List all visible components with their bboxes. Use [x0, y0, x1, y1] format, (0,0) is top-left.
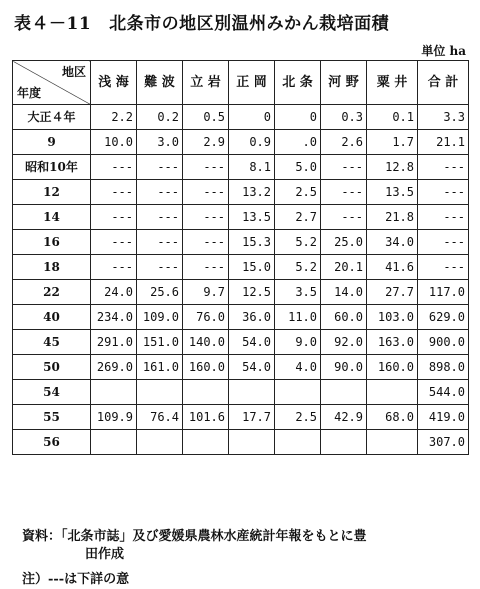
value-cell: 8.1 [229, 155, 275, 180]
value-cell: 13.5 [367, 180, 418, 205]
value-cell: 2.2 [91, 105, 137, 130]
value-cell: --- [183, 180, 229, 205]
table-row [13, 405, 469, 430]
value-cell: 0.3 [321, 105, 367, 130]
value-cell [367, 430, 418, 455]
value-cell: --- [137, 230, 183, 255]
value-cell [91, 430, 137, 455]
table-number: 表４－11 [14, 14, 92, 34]
value-cell: --- [137, 180, 183, 205]
value-cell [321, 380, 367, 405]
value-cell: 92.0 [321, 330, 367, 355]
total-cell: --- [418, 255, 469, 280]
value-cell: --- [183, 230, 229, 255]
table-row [13, 355, 469, 380]
column-header: 河 野 [321, 61, 367, 105]
value-cell: --- [91, 180, 137, 205]
year-cell: 大正４年 [13, 105, 91, 130]
value-cell: 5.0 [275, 155, 321, 180]
value-cell: 103.0 [367, 305, 418, 330]
value-cell: 0.5 [183, 105, 229, 130]
value-cell: 68.0 [367, 405, 418, 430]
total-cell: --- [418, 155, 469, 180]
table-row [13, 305, 469, 330]
total-cell: 898.0 [418, 355, 469, 380]
value-cell: 17.7 [229, 405, 275, 430]
value-cell: --- [321, 205, 367, 230]
value-cell: 41.6 [367, 255, 418, 280]
source-line-2: 田作成 [85, 547, 125, 562]
value-cell: 234.0 [91, 305, 137, 330]
value-cell [275, 430, 321, 455]
value-cell: 160.0 [183, 355, 229, 380]
value-cell: 21.8 [367, 205, 418, 230]
value-cell [367, 380, 418, 405]
value-cell: 15.0 [229, 255, 275, 280]
value-cell [229, 430, 275, 455]
total-cell: --- [418, 180, 469, 205]
year-cell: 16 [13, 230, 91, 255]
value-cell: --- [91, 255, 137, 280]
total-cell: 544.0 [418, 380, 469, 405]
total-cell: 117.0 [418, 280, 469, 305]
value-cell: --- [321, 155, 367, 180]
total-cell: --- [418, 205, 469, 230]
year-cell: 9 [13, 130, 91, 155]
column-header: 正 岡 [229, 61, 275, 105]
value-cell: 60.0 [321, 305, 367, 330]
value-cell: 2.7 [275, 205, 321, 230]
unit-label: 単位 ha [421, 44, 466, 58]
column-header: 北 条 [275, 61, 321, 105]
value-cell: --- [91, 155, 137, 180]
column-header: 粟 井 [367, 61, 418, 105]
value-cell [321, 430, 367, 455]
value-cell: 24.0 [91, 280, 137, 305]
header-row [13, 61, 469, 105]
column-header: 立 岩 [183, 61, 229, 105]
table-row [13, 105, 469, 130]
value-cell: 109.0 [137, 305, 183, 330]
table-row [13, 180, 469, 205]
footnote: 注）---は下詳の意 [22, 572, 130, 587]
value-cell: 13.2 [229, 180, 275, 205]
value-cell: 9.7 [183, 280, 229, 305]
value-cell: 291.0 [91, 330, 137, 355]
value-cell: 1.7 [367, 130, 418, 155]
table-row [13, 330, 469, 355]
value-cell [137, 430, 183, 455]
corner-header [13, 61, 91, 105]
total-cell: 21.1 [418, 130, 469, 155]
year-cell: 45 [13, 330, 91, 355]
value-cell: 3.5 [275, 280, 321, 305]
value-cell: 2.9 [183, 130, 229, 155]
table-title [14, 9, 474, 34]
year-cell: 22 [13, 280, 91, 305]
value-cell: 163.0 [367, 330, 418, 355]
value-cell [91, 380, 137, 405]
value-cell: 101.6 [183, 405, 229, 430]
table-body [13, 105, 469, 455]
value-cell: 12.5 [229, 280, 275, 305]
value-cell: 10.0 [91, 130, 137, 155]
value-cell: 5.2 [275, 230, 321, 255]
value-cell: 9.0 [275, 330, 321, 355]
corner-year-label: 年度 [17, 86, 42, 100]
value-cell: 20.1 [321, 255, 367, 280]
value-cell: 0.9 [229, 130, 275, 155]
value-cell: 0.2 [137, 105, 183, 130]
value-cell: 13.5 [229, 205, 275, 230]
table-row [13, 280, 469, 305]
table-row [13, 130, 469, 155]
total-cell: 3.3 [418, 105, 469, 130]
value-cell: 11.0 [275, 305, 321, 330]
value-cell: 36.0 [229, 305, 275, 330]
value-cell: --- [91, 205, 137, 230]
value-cell: 151.0 [137, 330, 183, 355]
value-cell: 54.0 [229, 355, 275, 380]
table-row [13, 205, 469, 230]
value-cell [229, 380, 275, 405]
value-cell: --- [183, 205, 229, 230]
value-cell: 25.6 [137, 280, 183, 305]
value-cell: --- [183, 155, 229, 180]
total-cell: 419.0 [418, 405, 469, 430]
value-cell: 25.0 [321, 230, 367, 255]
table-row [13, 430, 469, 455]
value-cell: 42.9 [321, 405, 367, 430]
value-cell: 0 [275, 105, 321, 130]
value-cell: 5.2 [275, 255, 321, 280]
value-cell: 54.0 [229, 330, 275, 355]
table-row [13, 380, 469, 405]
year-cell: 54 [13, 380, 91, 405]
value-cell: 2.6 [321, 130, 367, 155]
data-table [12, 60, 469, 455]
value-cell: 14.0 [321, 280, 367, 305]
value-cell [137, 380, 183, 405]
value-cell: 109.9 [91, 405, 137, 430]
value-cell: 76.4 [137, 405, 183, 430]
total-cell: 629.0 [418, 305, 469, 330]
year-cell: 14 [13, 205, 91, 230]
value-cell: 12.8 [367, 155, 418, 180]
year-cell: 40 [13, 305, 91, 330]
column-header: 合 計 [418, 61, 469, 105]
value-cell [183, 430, 229, 455]
corner-region-label: 地区 [61, 65, 86, 79]
value-cell: --- [137, 255, 183, 280]
total-cell: --- [418, 230, 469, 255]
value-cell: --- [321, 180, 367, 205]
value-cell: .0 [275, 130, 321, 155]
value-cell: 76.0 [183, 305, 229, 330]
year-cell: 12 [13, 180, 91, 205]
value-cell: --- [183, 255, 229, 280]
value-cell: 160.0 [367, 355, 418, 380]
source-note [22, 528, 472, 564]
total-cell: 900.0 [418, 330, 469, 355]
value-cell: 140.0 [183, 330, 229, 355]
value-cell [275, 380, 321, 405]
value-cell [183, 380, 229, 405]
value-cell: 3.0 [137, 130, 183, 155]
value-cell: 4.0 [275, 355, 321, 380]
value-cell: --- [137, 155, 183, 180]
value-cell: 27.7 [367, 280, 418, 305]
table-title-text: 北条市の地区別温州みかん栽培面積 [109, 14, 390, 34]
year-cell: 55 [13, 405, 91, 430]
value-cell: --- [137, 205, 183, 230]
year-cell: 昭和10年 [13, 155, 91, 180]
value-cell: 90.0 [321, 355, 367, 380]
value-cell: 2.5 [275, 405, 321, 430]
total-cell: 307.0 [418, 430, 469, 455]
column-header: 浅 海 [91, 61, 137, 105]
value-cell: 269.0 [91, 355, 137, 380]
year-cell: 56 [13, 430, 91, 455]
table-row [13, 155, 469, 180]
value-cell: 2.5 [275, 180, 321, 205]
value-cell: 0.1 [367, 105, 418, 130]
table-row [13, 255, 469, 280]
source-line-1: 資料：「北条市誌」及び愛媛県農林水産統計年報をもとに豊 [22, 529, 367, 544]
column-header: 難 波 [137, 61, 183, 105]
value-cell: 34.0 [367, 230, 418, 255]
value-cell: --- [91, 230, 137, 255]
year-cell: 50 [13, 355, 91, 380]
value-cell: 161.0 [137, 355, 183, 380]
table-row [13, 230, 469, 255]
value-cell: 0 [229, 105, 275, 130]
value-cell: 15.3 [229, 230, 275, 255]
year-cell: 18 [13, 255, 91, 280]
